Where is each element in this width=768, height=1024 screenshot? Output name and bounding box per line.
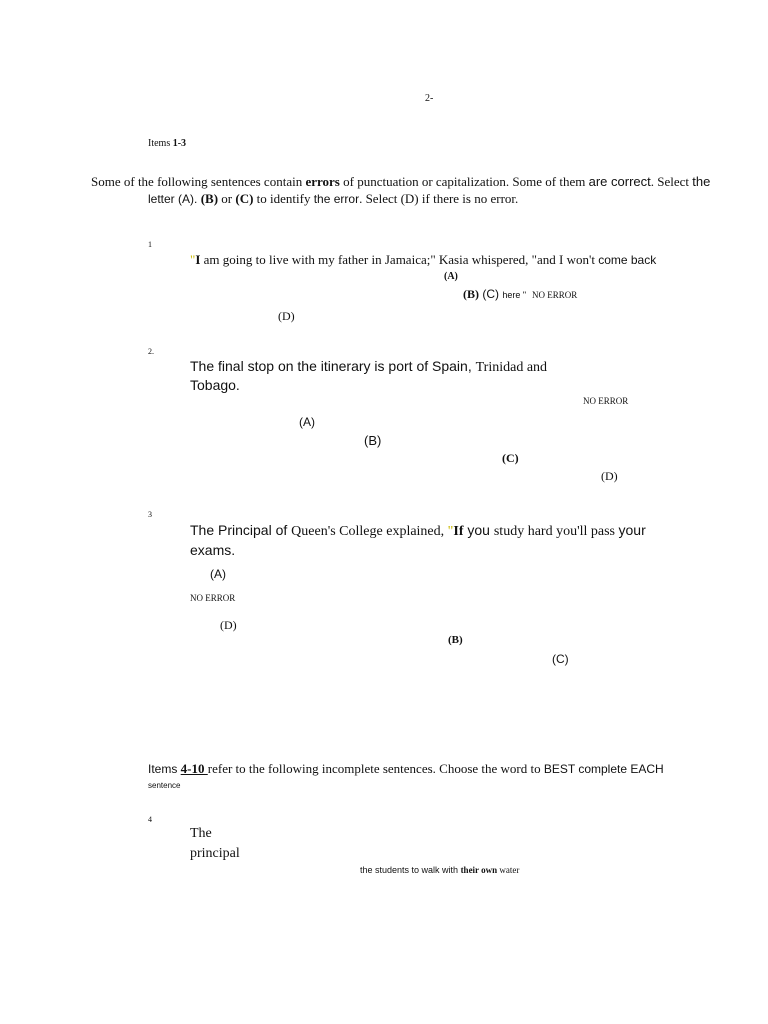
- instructions-text: Some of the following sentences contain: [91, 174, 306, 189]
- question-3-sentence-line-2: exams.: [190, 542, 236, 558]
- sentence-text: Queen's College explained,: [291, 524, 448, 539]
- question-3-sentence-line-1: [190, 522, 646, 540]
- question-2-label-c: (C): [502, 451, 519, 465]
- question-2-no-error: NO ERROR: [583, 396, 629, 406]
- sentence-text: here ": [502, 290, 527, 300]
- question-1-number: 1: [148, 240, 152, 249]
- items-prefix: Items: [148, 762, 181, 776]
- instructions-text: or: [218, 191, 236, 206]
- heading-text: refer to the following incomplete sentences. Choose the word to: [207, 761, 544, 776]
- sentence-text: The Principal of: [190, 522, 292, 538]
- question-1-sentence: [190, 252, 656, 268]
- sentence-bold: their own: [460, 865, 498, 875]
- question-3-number: 3: [148, 510, 152, 519]
- items-4-10-heading: [148, 761, 664, 777]
- question-3-label-c: (C): [552, 652, 569, 666]
- sentence-text: your: [618, 522, 646, 538]
- instructions-bold-c: (C): [235, 191, 254, 206]
- sentence-text: study hard you'll pass: [493, 524, 619, 539]
- sentence-text: the students to walk with: [360, 865, 461, 875]
- question-3-label-b: (B): [448, 634, 463, 646]
- if-word: If: [453, 524, 464, 539]
- question-2-label-b: (B): [364, 433, 382, 448]
- items-range: 4-10: [180, 761, 208, 776]
- question-3-no-error: NO ERROR: [190, 593, 236, 603]
- sentence-text: water: [497, 865, 520, 875]
- instructions-text: are correct: [588, 174, 651, 189]
- question-2-label-d: (D): [601, 469, 618, 483]
- quote-mark: ": [447, 524, 454, 539]
- instructions-text: the error: [313, 192, 360, 206]
- quote-mark: ": [190, 252, 196, 267]
- label-c: (C): [479, 287, 503, 301]
- instructions-bold-errors: errors: [305, 174, 340, 189]
- label-b: (B): [463, 287, 479, 301]
- instructions-text: of punctuation or capitalization. Some of them: [339, 174, 589, 189]
- sentence-text: you: [463, 522, 494, 538]
- sentence-text: Trinidad and: [475, 360, 548, 375]
- question-4-sentence: [360, 865, 519, 875]
- no-error-label: NO ERROR: [532, 290, 578, 300]
- question-2-sentence-line-2: Tobago.: [190, 377, 240, 393]
- sentence-text: come back: [598, 253, 657, 267]
- instructions-text: . Select (D) if there is no error.: [359, 191, 519, 206]
- question-4-line-2: principal: [190, 846, 240, 861]
- page-number: 2-: [425, 93, 434, 104]
- sentence-text: am going to live with my father in Jamaica;" Kasia whispered, "and I won't: [200, 252, 599, 267]
- question-3-label-a: (A): [210, 567, 226, 581]
- question-2-number: 2.: [148, 347, 154, 356]
- question-2-label-a: (A): [299, 415, 315, 429]
- sentence-text: The final stop on the itinerary is port of Spain,: [190, 358, 476, 374]
- instructions-line-2: [148, 191, 518, 207]
- instructions-text: to identify: [253, 191, 314, 206]
- instructions-text: . Select: [650, 174, 693, 189]
- instructions-bold-b: (B): [200, 191, 219, 206]
- question-4-line-1: The: [190, 826, 212, 841]
- instructions-text: the: [692, 174, 711, 189]
- question-1-options-row: [463, 287, 577, 302]
- heading-text: BEST complete EACH: [543, 762, 664, 776]
- question-1-label-a: (A): [444, 271, 458, 282]
- instructions-line-1: [91, 174, 710, 190]
- items-prefix: Items: [148, 138, 173, 149]
- instructions-text: letter (A).: [148, 192, 201, 206]
- question-4-number: 4: [148, 815, 152, 824]
- items-1-3-heading: [148, 138, 186, 149]
- question-2-sentence-line-1: [190, 358, 547, 376]
- question-1-label-d: (D): [278, 309, 295, 323]
- first-word: I: [195, 252, 201, 267]
- items-range: 1-3: [172, 138, 187, 149]
- items-4-10-heading-line-2: sentence: [148, 781, 181, 790]
- question-3-label-d: (D): [220, 618, 237, 632]
